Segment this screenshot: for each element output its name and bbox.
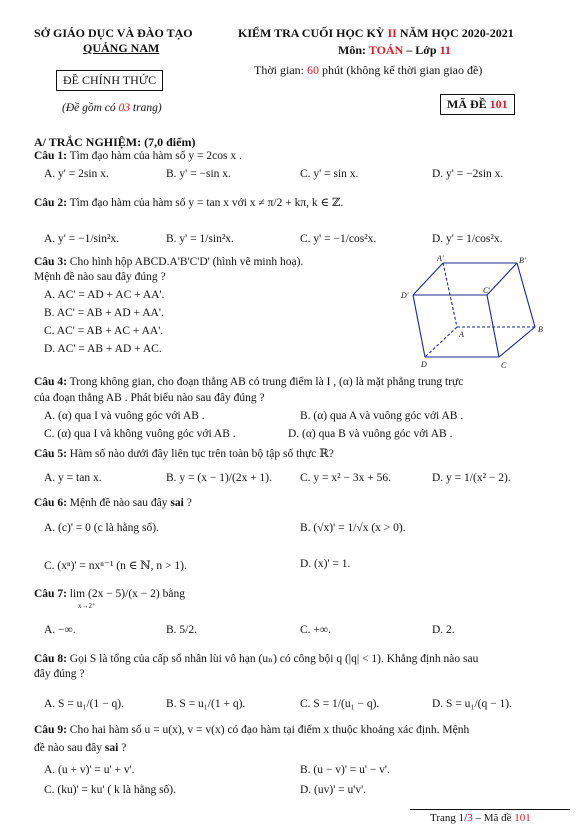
q6-option-d: D. (x)' = 1.: [300, 558, 351, 570]
q6-option-a: A. (c)' = 0 (c là hằng số).: [44, 522, 159, 534]
question-7: Câu 7: lim (2x − 5)/(x − 2) bằng: [34, 588, 185, 600]
question-9-cont: đề nào sau đây sai ?: [34, 742, 127, 754]
q2-option-c: C. y' = −1/cos²x.: [300, 233, 377, 245]
q8-option-c: C. S = 1/(u₁ − q).: [300, 698, 380, 710]
q7-option-c: C. +∞.: [300, 624, 331, 636]
province-title: QUẢNG NAM: [83, 41, 160, 55]
official-badge: ĐỀ CHÍNH THỨC: [56, 70, 163, 91]
q6-option-b: B. (√x)' = 1/√x (x > 0).: [300, 522, 406, 534]
question-7-limit-sub: x→2⁺: [78, 602, 96, 610]
q8-option-b: B. S = u₁/(1 + q).: [166, 698, 246, 710]
q2-option-d: D. y' = 1/cos²x.: [432, 233, 503, 245]
q1-option-d: D. y' = −2sin x.: [432, 168, 504, 180]
q4-option-b: B. (α) qua A và vuông góc với AB .: [300, 410, 464, 422]
exam-title: KIỂM TRA CUỐI HỌC KỲ II NĂM HỌC 2020-2021: [238, 26, 514, 40]
q6-option-c: C. (xⁿ)' = nxⁿ⁻¹ (n ∈ ℕ, n > 1).: [44, 560, 187, 572]
label-d: D: [421, 360, 427, 369]
subject-line: Môn: TOÁN – Lớp 11: [338, 43, 451, 57]
q2-option-a: A. y' = −1/sin²x.: [44, 233, 120, 245]
q1-option-c: C. y' = sin x.: [300, 168, 359, 180]
question-9: Câu 9: Cho hai hàm số u = u(x), v = v(x) có đạo hàm tại điểm x thuộc khoảng xác định. Mệnh: [34, 724, 470, 736]
question-3: Câu 3: Cho hình hộp ABCD.A'B'C'D' (hình vẽ minh hoạ).: [34, 256, 304, 268]
q3-option-b: B. AC' = AB + AD + AA'.: [44, 307, 164, 319]
q1-option-b: B. y' = −sin x.: [166, 168, 231, 180]
label-b-prime: B': [519, 256, 526, 265]
q5-option-b: B. y = (x − 1)/(2x + 1).: [166, 472, 273, 484]
q8-option-a: A. S = u₁/(1 − q).: [44, 698, 124, 710]
q3-option-d: D. AC' = AB + AD + AC.: [44, 343, 162, 355]
q7-option-b: B. 5/2.: [166, 624, 197, 636]
question-3-prompt: Mệnh đề nào sau đây đúng ?: [34, 271, 166, 283]
question-8-cont: đây đúng ?: [34, 668, 85, 680]
question-1: Câu 1: Tìm đạo hàm của hàm số y = 2cos x .: [34, 150, 242, 162]
q5-option-a: A. y = tan x.: [44, 472, 102, 484]
section-title: A/ TRẮC NGHIỆM: (7,0 điểm): [34, 135, 196, 149]
q9-option-b: B. (u − v)' = u' − v'.: [300, 764, 390, 776]
label-c-prime: C': [483, 286, 491, 295]
page-footer: Trang 1/3 – Mã đề 101: [430, 812, 531, 824]
q3-option-a: A. AC' = AD + AC + AA'.: [44, 289, 165, 301]
question-6: Câu 6: Mệnh đề nào sau đây sai ?: [34, 497, 192, 509]
q7-option-d: D. 2.: [432, 624, 455, 636]
q4-option-a: A. (α) qua I và vuông góc với AB .: [44, 410, 205, 422]
q3-option-c: C. AC' = AB + AC + AA'.: [44, 325, 164, 337]
time-line: Thời gian: 60 phút (không kể thời gian giao đề): [254, 63, 483, 77]
footer-divider: [410, 809, 570, 810]
question-4: Câu 4: Trong không gian, cho đoạn thẳng AB có trung điểm là I , (α) là mặt phẳng trung trực: [34, 376, 464, 388]
label-b: B: [538, 325, 543, 334]
label-a: A: [459, 330, 464, 339]
pages-note: (Đề gồm có 03 trang): [62, 102, 162, 114]
label-a-prime: A': [437, 255, 444, 263]
q9-option-d: D. (uv)' = u'v'.: [300, 784, 367, 796]
parallelepiped-figure: [395, 255, 555, 373]
q1-option-a: A. y' = 2sin x.: [44, 168, 109, 180]
question-2: Câu 2: Tìm đạo hàm của hàm số y = tan x với x ≠ π/2 + kπ, k ∈ ℤ.: [34, 197, 344, 209]
q8-option-d: D. S = u₁/(q − 1).: [432, 698, 512, 710]
q9-option-c: C. (ku)' = ku' ( k là hằng số).: [44, 784, 176, 796]
q5-option-d: D. y = 1/(x² − 2).: [432, 472, 511, 484]
q7-option-a: A. −∞.: [44, 624, 76, 636]
q4-option-d: D. (α) qua B và vuông góc với AB .: [288, 428, 453, 440]
label-c: C: [501, 361, 507, 370]
q5-option-c: C. y = x² − 3x + 56.: [300, 472, 391, 484]
label-d-prime: D': [401, 291, 409, 300]
q9-option-a: A. (u + v)' = u' + v'.: [44, 764, 135, 776]
question-8: Câu 8: Gọi S là tổng của cấp số nhân lùi vô hạn (uₙ) có công bội q (|q| < 1). Khẳng định nào sau: [34, 653, 479, 665]
q2-option-b: B. y' = 1/sin²x.: [166, 233, 234, 245]
q4-option-c: C. (α) qua I và không vuông góc với AB .: [44, 428, 236, 440]
exam-code-badge: MÃ ĐỀ 101: [440, 94, 515, 115]
department-title: SỞ GIÁO DỤC VÀ ĐÀO TẠO: [34, 26, 193, 40]
question-5: Câu 5: Hàm số nào dưới đây liên tục trên toàn bộ tập số thực ℝ?: [34, 448, 334, 460]
question-4-cont: của đoạn thẳng AB . Phát biểu nào sau đây đúng ?: [34, 392, 265, 404]
